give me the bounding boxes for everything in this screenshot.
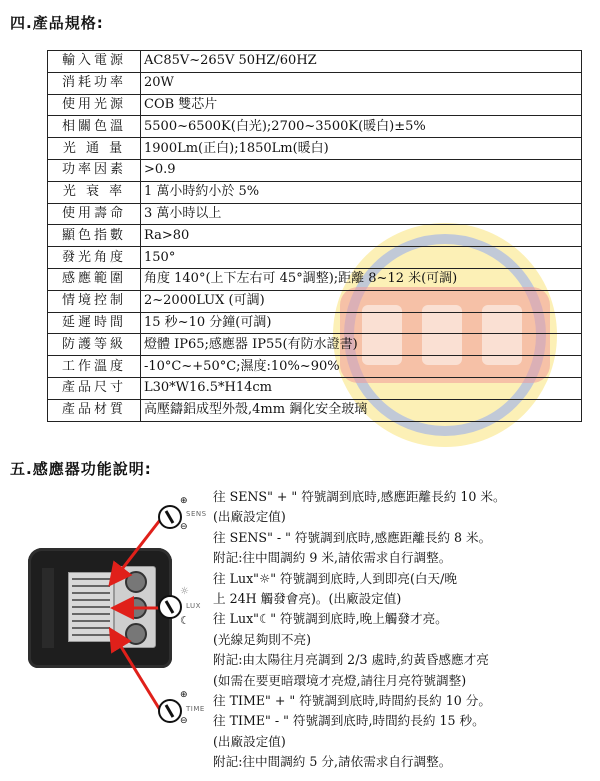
spec-label: 工作溫度 xyxy=(48,356,141,378)
spec-row xyxy=(48,203,582,225)
spec-row xyxy=(48,51,582,73)
lux-caption: LUX xyxy=(186,602,201,610)
spec-row xyxy=(48,334,582,356)
spec-row xyxy=(48,377,582,399)
spec-row xyxy=(48,72,582,94)
moon-icon: ☾ xyxy=(180,614,191,627)
desc-line: 附記:由太陽往月亮調到 2/3 處時,約黃昏感應才亮 xyxy=(213,652,489,668)
spec-label: 功率因素 xyxy=(48,159,141,181)
spec-label: 消耗功率 xyxy=(48,72,141,94)
spec-label: 產品尺寸 xyxy=(48,377,141,399)
spec-row xyxy=(48,159,582,181)
spec-label: 防護等級 xyxy=(48,334,141,356)
desc-line: 往 SENS" + " 符號調到底時,感應距離長約 10 米。 xyxy=(213,489,506,504)
spec-label: 使用壽命 xyxy=(48,203,141,225)
sens-plus-icon: ⊕ xyxy=(180,496,189,506)
spec-label: 輸入電源 xyxy=(48,51,141,73)
spec-row xyxy=(48,116,582,138)
desc-line: 往 Lux"☾" 符號調到底時,晚上觸發才亮。 xyxy=(213,611,448,627)
desc-line: 附記:往中間調約 9 米,請依需求自行調整。 xyxy=(213,550,452,566)
spec-value: COB 雙芯片 xyxy=(141,94,582,116)
desc-line: (光線足夠則不亮) xyxy=(213,631,311,647)
spec-label: 使用光源 xyxy=(48,94,141,116)
spec-value: >0.9 xyxy=(141,159,582,181)
arrow-time xyxy=(112,632,160,710)
spec-value: 角度 140°(上下左右可 45°調整);距離 8~12 米(可調) xyxy=(141,268,582,290)
spec-value: 3 萬小時以上 xyxy=(141,203,582,225)
spec-row xyxy=(48,225,582,247)
desc-line: 往 TIME" - " 符號調到底時,時間約長約 15 秒。 xyxy=(213,713,485,729)
spec-value: -10°C~+50°C;濕度:10%~90% xyxy=(141,356,582,378)
time-plus-icon: ⊕ xyxy=(180,690,189,700)
sens-caption: SENS xyxy=(186,510,207,518)
spec-table xyxy=(47,50,582,422)
spec-row xyxy=(48,268,582,290)
time-minus-icon: ⊖ xyxy=(180,716,189,726)
spec-label: 產品材質 xyxy=(48,399,141,421)
spec-value: 15 秒~10 分鐘(可調) xyxy=(141,312,582,334)
spec-value: 燈體 IP65;感應器 IP55(有防水證書) xyxy=(141,334,582,356)
spec-label: 發光角度 xyxy=(48,247,141,269)
desc-line: (出廠設定值) xyxy=(213,733,286,749)
spec-value: 20W xyxy=(141,72,582,94)
spec-label: 相關色溫 xyxy=(48,116,141,138)
spec-value: 高壓鑄鋁成型外殼,4mm 鋼化安全玻璃 xyxy=(141,399,582,421)
desc-line: 上 24H 觸發會亮)。(出廠設定值) xyxy=(213,591,402,607)
desc-line: 往 Lux"☼" 符號調到底時,人到即亮(白天/晚 xyxy=(213,570,457,586)
desc-line: 附記:往中間調約 5 分,請依需求自行調整。 xyxy=(213,754,452,770)
spec-value: AC85V~265V 50HZ/60HZ xyxy=(141,51,582,73)
sens-minus-icon: ⊖ xyxy=(180,522,189,532)
desc-line: 往 TIME" + " 符號調到底時,時間約長約 10 分。 xyxy=(213,693,491,709)
spec-row xyxy=(48,312,582,334)
desc-line: (出廠設定值) xyxy=(213,509,286,525)
spec-row xyxy=(48,181,582,203)
spec-row xyxy=(48,94,582,116)
spec-label: 延遲時間 xyxy=(48,312,141,334)
spec-row xyxy=(48,356,582,378)
section-4-title: 四.產品規格: xyxy=(10,14,104,32)
spec-label: 情境控制 xyxy=(48,290,141,312)
spec-row xyxy=(48,290,582,312)
sun-icon: ☼ xyxy=(180,586,190,597)
spec-value: L30*W16.5*H14cm xyxy=(141,377,582,399)
spec-value: Ra>80 xyxy=(141,225,582,247)
section-5-title: 五.感應器功能說明: xyxy=(10,460,152,478)
arrow-sens xyxy=(112,520,160,582)
spec-value: 1900Lm(正白);1850Lm(暖白) xyxy=(141,138,582,160)
spec-value: 150° xyxy=(141,247,582,269)
spec-row xyxy=(48,247,582,269)
spec-value: 5500~6500K(白光);2700~3500K(暖白)±5% xyxy=(141,116,582,138)
spec-value: 2~2000LUX (可調) xyxy=(141,290,582,312)
spec-label: 光 通 量 xyxy=(48,138,141,160)
spec-row xyxy=(48,138,582,160)
spec-label: 顯色指數 xyxy=(48,225,141,247)
spec-value: 1 萬小時約小於 5% xyxy=(141,181,582,203)
spec-label: 光 衰 率 xyxy=(48,181,141,203)
time-caption: TIME xyxy=(186,705,205,713)
desc-line: 往 SENS" - " 符號調到底時,感應距離長約 8 米。 xyxy=(213,529,492,545)
spec-row xyxy=(48,399,582,421)
desc-line: (如需在要更暗環境才亮燈,請往月亮符號調整) xyxy=(213,672,467,688)
sensor-description xyxy=(213,487,598,773)
spec-label: 感應範圍 xyxy=(48,268,141,290)
